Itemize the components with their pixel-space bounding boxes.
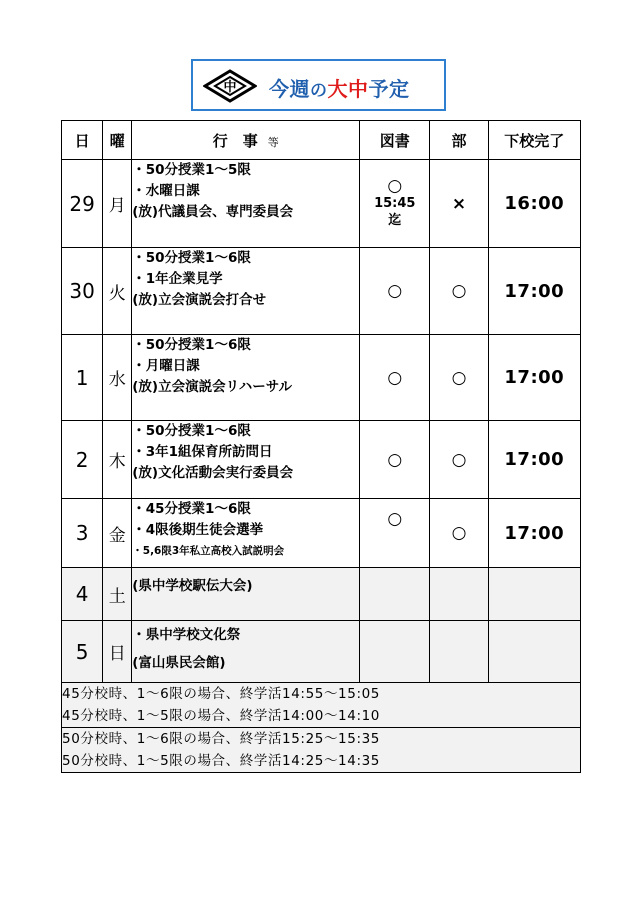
club-cell: ○ <box>430 421 488 499</box>
header-events: 行 事 等 <box>132 121 360 160</box>
club-cell: ○ <box>430 499 488 568</box>
dow-cell: 日 <box>103 621 132 683</box>
date-cell: 29 <box>62 160 103 248</box>
page-title: 今週の大中予定 <box>269 77 410 101</box>
dismissal-cell: 17:00 <box>488 248 580 335</box>
table-row <box>62 421 581 499</box>
dismissal-cell: 17:00 <box>488 335 580 421</box>
club-cell: ○ <box>430 248 488 335</box>
library-cell <box>360 568 430 621</box>
weekly-schedule-table <box>61 120 581 773</box>
events-cell: ・50分授業1～6限 ・3年1組保育所訪問日 (放)文化活動会実行委員会 <box>132 421 360 499</box>
library-cell: ○ <box>360 499 430 568</box>
club-cell <box>430 568 488 621</box>
date-cell: 2 <box>62 421 103 499</box>
club-cell <box>430 621 488 683</box>
dow-cell: 木 <box>103 421 132 499</box>
events-cell: ・50分授業1～5限 ・水曜日課 (放)代議員会、専門委員会 <box>132 160 360 248</box>
notes-row <box>62 683 581 728</box>
events-cell: (県中学校駅伝大会) <box>132 568 360 621</box>
library-cell: ○ <box>360 248 430 335</box>
library-cell <box>360 621 430 683</box>
date-cell: 1 <box>62 335 103 421</box>
table-row <box>62 499 581 568</box>
dismissal-cell: 16:00 <box>488 160 580 248</box>
dow-cell: 水 <box>103 335 132 421</box>
club-cell: × <box>430 160 488 248</box>
dow-cell: 土 <box>103 568 132 621</box>
notes-row <box>62 728 581 773</box>
table-row <box>62 568 581 621</box>
notes-50-minute: 50分校時、1～6限の場合、終学活15:25～15:35 50分校時、1～5限の場合、終学活14:25～14:35 <box>62 728 581 773</box>
events-cell: ・50分授業1～6限 ・1年企業見学 (放)立会演説会打合せ <box>132 248 360 335</box>
date-cell: 3 <box>62 499 103 568</box>
school-emblem-icon <box>203 69 257 103</box>
header-club: 部 <box>430 121 488 160</box>
notes-45-minute: 45分校時、1～6限の場合、終学活14:55～15:05 45分校時、1～5限の場合、終学活14:00～14:10 <box>62 683 581 728</box>
events-cell: ・県中学校文化祭 (富山県民会館) <box>132 621 360 683</box>
library-cell: ○ <box>360 421 430 499</box>
dismissal-cell: 17:00 <box>488 499 580 568</box>
header-date: 日 <box>62 121 103 160</box>
date-cell: 5 <box>62 621 103 683</box>
date-cell: 4 <box>62 568 103 621</box>
dow-cell: 月 <box>103 160 132 248</box>
date-cell: 30 <box>62 248 103 335</box>
title-banner <box>191 59 446 111</box>
events-cell: ・45分授業1～6限 ・4限後期生徒会選挙 ・5,6限3年私立高校入試説明会 <box>132 499 360 568</box>
header-day-of-week: 曜 <box>103 121 132 160</box>
header-dismissal: 下校完了 <box>488 121 580 160</box>
dismissal-cell: 17:00 <box>488 421 580 499</box>
events-cell: ・50分授業1～6限 ・月曜日課 (放)立会演説会リハーサル <box>132 335 360 421</box>
header-row <box>62 121 581 160</box>
header-library: 図書 <box>360 121 430 160</box>
dismissal-cell <box>488 568 580 621</box>
library-cell: ○ 15:45 迄 <box>360 160 430 248</box>
dow-cell: 金 <box>103 499 132 568</box>
library-cell: ○ <box>360 335 430 421</box>
table-row <box>62 621 581 683</box>
dismissal-cell <box>488 621 580 683</box>
club-cell: ○ <box>430 335 488 421</box>
svg-text:中: 中 <box>223 80 237 95</box>
table-row <box>62 160 581 248</box>
dow-cell: 火 <box>103 248 132 335</box>
table-row <box>62 335 581 421</box>
table-row <box>62 248 581 335</box>
